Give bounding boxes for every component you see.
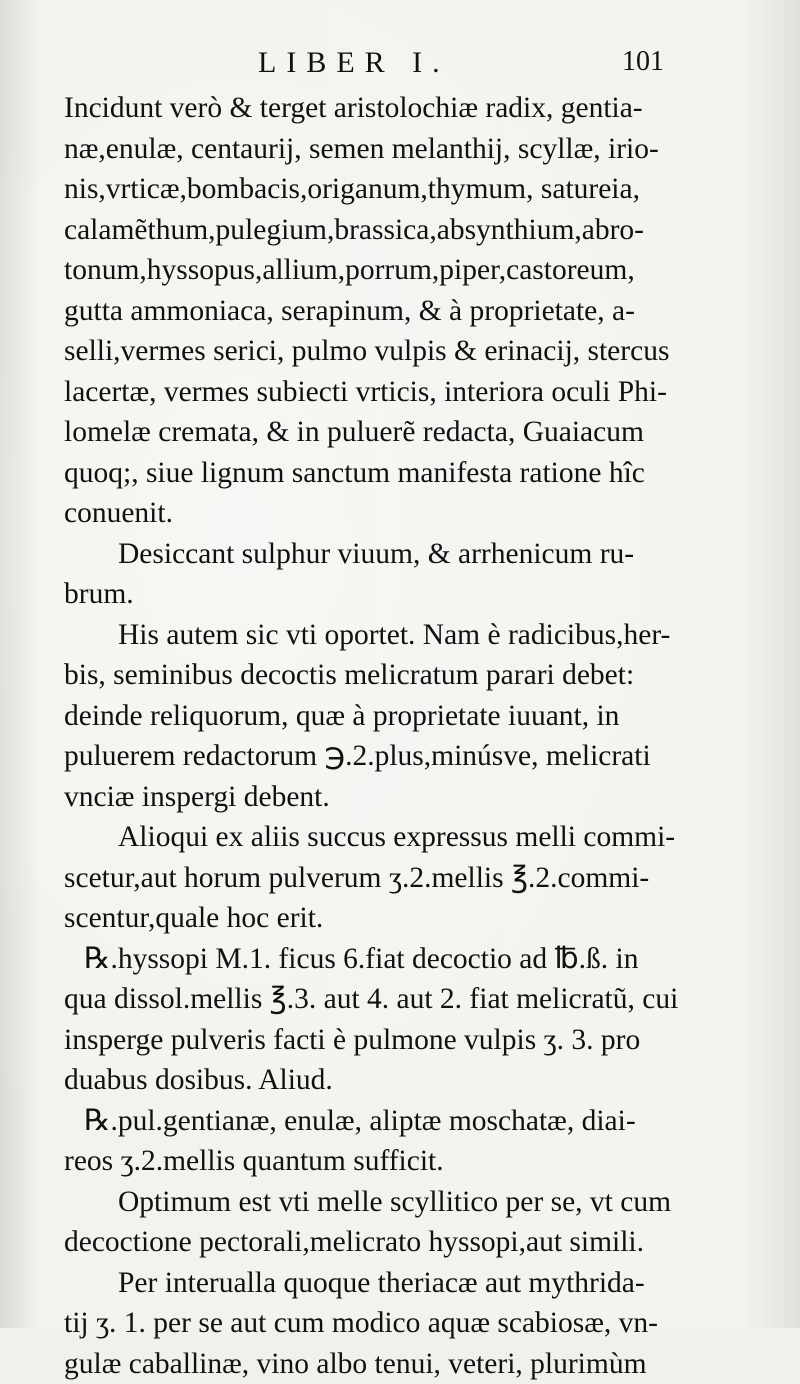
recipe-start: ℞.pul.gentianæ, enulæ, aliptæ moschatæ, diai- (64, 1101, 684, 1142)
text-line: decoctione pectorali,melicrato hyssopi,aut simili. (64, 1222, 684, 1263)
text-line: bis, seminibus decoctis melicratum parari debet: (64, 655, 684, 696)
page-header (0, 40, 800, 84)
text-line: deinde reliquorum, quæ à proprietate iuuant, in (64, 696, 684, 737)
text-line: conuenit. (64, 493, 684, 534)
text-line: duabus dosibus. Aliud. (64, 1060, 684, 1101)
text-line: tonum,hyssopus,allium,porrum,piper,castoreum, (64, 250, 684, 291)
running-title: LIBER I. (258, 46, 450, 80)
paragraph-start: His autem sic vti oportet. Nam è radicibus,her- (64, 615, 684, 656)
text-line: gutta ammoniaca, serapinum, & à proprietate, a- (64, 291, 684, 332)
text-line: lomelæ cremata, & in puluerẽ redacta, Guaiacum (64, 412, 684, 453)
text-line: puluerem redactorum ℈.2.plus,minúsve, melicrati (64, 736, 684, 777)
recipe-start: ℞.hyssopi M.1. ficus 6.fiat decoctio ad ℔.ß. in (64, 939, 684, 980)
text-line: tij ʒ. 1. per se aut cum modico aquæ scabiosæ, vn- (64, 1303, 684, 1344)
text-line: nis,vrticæ,bombacis,origanum,thymum, satureia, (64, 169, 684, 210)
paragraph-start: Per interualla quoque theriacæ aut mythrida- (64, 1263, 684, 1304)
text-line: gulæ caballinæ, vino albo tenui, veteri, plurimùm (64, 1344, 684, 1384)
text-line: næ,enulæ, centaurij, semen melanthij, scyllæ, irio- (64, 129, 684, 170)
text-line: scetur,aut horum pulverum ʒ.2.mellis ℥.2.commi- (64, 858, 684, 899)
text-line: quoq;, siue lignum sanctum manifesta ratione hîc (64, 453, 684, 494)
text-line: insperge pulveris facti è pulmone vulpis ʒ. 3. pro (64, 1020, 684, 1061)
text-line: lacertæ, vermes subiecti vrticis, interiora oculi Phi- (64, 372, 684, 413)
text-line: Incidunt verò & terget aristolochiæ radix, gentia- (64, 88, 684, 129)
body-text (64, 88, 684, 1384)
paragraph-start: Alioqui ex aliis succus expressus melli commi- (64, 817, 684, 858)
text-line: vnciæ inspergi debent. (64, 777, 684, 818)
text-line: qua dissol.mellis ℥.3. aut 4. aut 2. fiat melicratũ, cui (64, 979, 684, 1020)
text-line: scentur,quale hoc erit. (64, 898, 684, 939)
text-line: brum. (64, 574, 684, 615)
text-line: selli,vermes serici, pulmo vulpis & erinacij, stercus (64, 331, 684, 372)
text-line: calamẽthum,pulegium,brassica,absynthium,abro- (64, 210, 684, 251)
paragraph-start: Optimum est vti melle scyllitico per se, vt cum (64, 1182, 684, 1223)
text-line: reos ʒ.2.mellis quantum sufficit. (64, 1141, 684, 1182)
page-number: 101 (622, 46, 664, 78)
paragraph-start: Desiccant sulphur viuum, & arrhenicum ru- (64, 534, 684, 575)
